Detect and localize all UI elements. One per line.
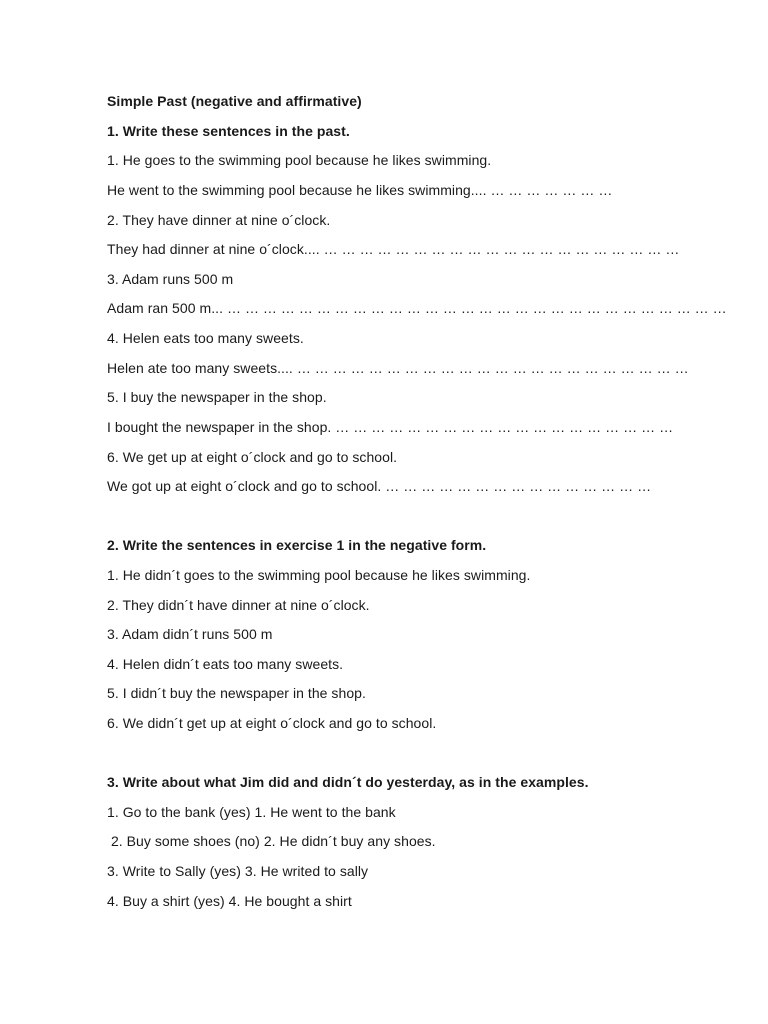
section-1-line: I bought the newspaper in the shop. … … … … … … … … … … … … … … … … … … …	[107, 419, 674, 435]
section-1-line: Helen ate too many sweets.... … … … … … … … … … … … … … … … … … … … … … …	[107, 360, 689, 376]
section-2-line: 3. Adam didn´t runs 500 m	[107, 626, 273, 642]
section-1-line: 1. He goes to the swimming pool because he likes swimming.	[107, 152, 492, 168]
section-3-line: 1. Go to the bank (yes) 1. He went to the bank	[107, 804, 396, 820]
section-1-heading: 1. Write these sentences in the past.	[107, 123, 350, 139]
section-1-line: 3. Adam runs 500 m	[107, 271, 234, 287]
section-2-line: 5. I didn´t buy the newspaper in the shop.	[107, 685, 366, 701]
section-1-line: Adam ran 500 m... … … … … … … … … … … … … … … … … … … … … … … … … … … … …	[107, 300, 727, 316]
section-2-line: 2. They didn´t have dinner at nine o´clock.	[107, 597, 370, 613]
section-1-line: 2. They have dinner at nine o´clock.	[107, 212, 331, 228]
document-title: Simple Past (negative and affirmative)	[107, 93, 362, 109]
section-1-line: 4. Helen eats too many sweets.	[107, 330, 304, 346]
section-1-line: He went to the swimming pool because he likes swimming.... … … … … … … …	[107, 182, 613, 198]
section-2-heading: 2. Write the sentences in exercise 1 in the negative form.	[107, 537, 487, 553]
section-3-line: 4. Buy a shirt (yes) 4. He bought a shirt	[107, 893, 352, 909]
section-3-line: 2. Buy some shoes (no) 2. He didn´t buy any shoes.	[107, 833, 436, 849]
section-2-line: 6. We didn´t get up at eight o´clock and go to school.	[107, 715, 437, 731]
section-3-heading: 3. Write about what Jim did and didn´t do yesterday, as in the examples.	[107, 774, 589, 790]
section-2-line: 1. He didn´t goes to the swimming pool because he likes swimming.	[107, 567, 531, 583]
section-2-line: 4. Helen didn´t eats too many sweets.	[107, 656, 344, 672]
section-1-line: They had dinner at nine o´clock.... … … … … … … … … … … … … … … … … … … … …	[107, 241, 680, 257]
section-1-line: We got up at eight o´clock and go to school. … … … … … … … … … … … … … … …	[107, 478, 652, 494]
section-1-line: 5. I buy the newspaper in the shop.	[107, 389, 327, 405]
section-3-line: 3. Write to Sally (yes) 3. He writed to sally	[107, 863, 369, 879]
section-1-line: 6. We get up at eight o´clock and go to school.	[107, 449, 398, 465]
